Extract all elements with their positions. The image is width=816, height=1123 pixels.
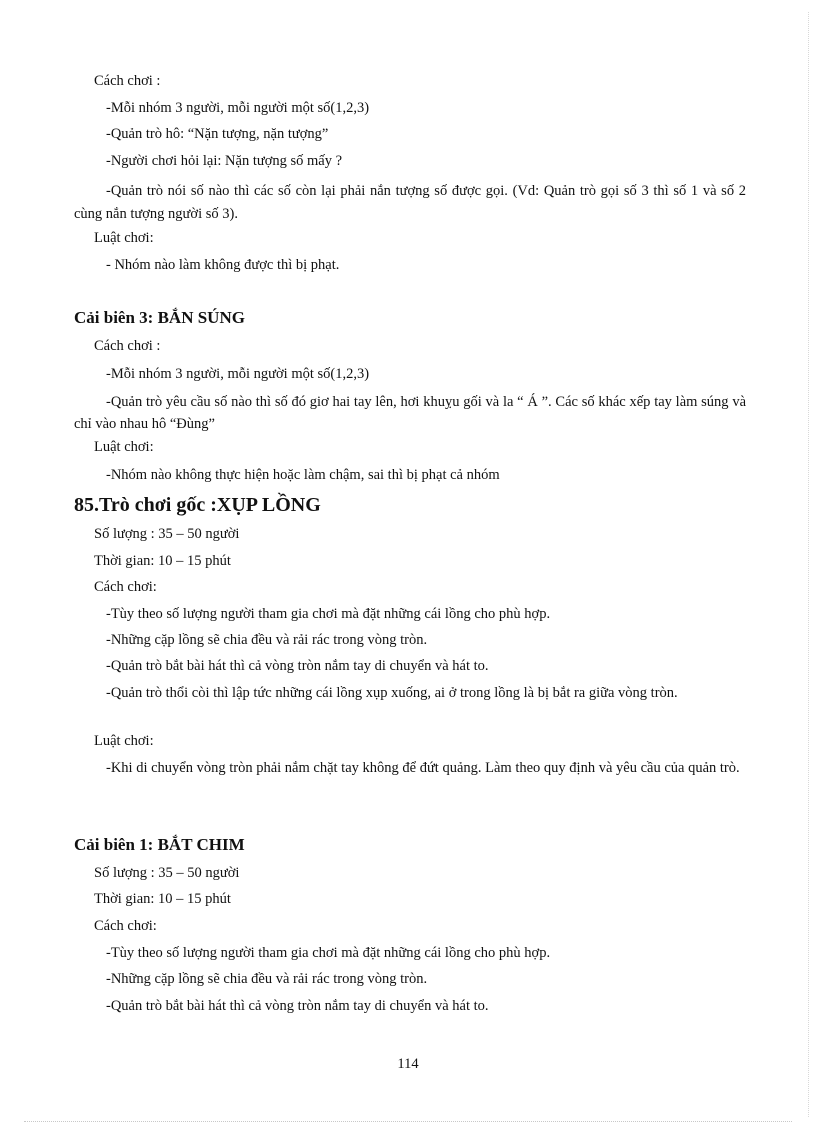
section-b-rule-1: -Mỗi nhóm 3 người, mỗi người một số(1,2,3) (106, 366, 370, 382)
section-b-rule-2: -Quản trò yêu cầu số nào thì số đó giơ hai tay lên, hơi khuỵu gối và la “ Á ”. Các số khác xếp tay làm súng và chỉ vào nhau hô “Đùng” (74, 394, 746, 432)
section-c-so-luong: Số lượng : 35 – 50 người (94, 526, 240, 542)
section-c-penalty: -Khi di chuyển vòng tròn phải nắm chặt tay không để đứt quảng. Làm theo quy định và yêu cầu của quản trò. (106, 760, 740, 776)
section-b-cach-choi-label: Cách chơi : (94, 338, 161, 354)
section-a-cach-choi-label: Cách chơi : (94, 73, 161, 89)
section-d-thoi-gian: Thời gian: 10 – 15 phút (94, 891, 231, 907)
section-c-rule-1: -Tùy theo số lượng người tham gia chơi mà đặt những cái lồng cho phù hợp. (106, 606, 551, 622)
section-a-rule-2: -Quản trò hô: “Nặn tượng, nặn tượng” (106, 126, 329, 142)
section-c-luat-choi-label: Luật chơi: (94, 733, 154, 749)
section-a-rule-3: -Người chơi hỏi lại: Nặn tượng số mấy ? (106, 153, 343, 169)
section-c-heading: 85.Trò chơi gốc :XỤP LỒNG (74, 494, 321, 516)
section-a-rule-1: -Mỗi nhóm 3 người, mỗi người một số(1,2,3) (106, 100, 370, 116)
section-d-heading: Cải biên 1: BẮT CHIM (74, 835, 245, 854)
section-c-cach-choi-label: Cách chơi: (94, 579, 157, 595)
page-number: 114 (397, 1056, 419, 1072)
section-a-penalty: - Nhóm nào làm không được thì bị phạt. (106, 257, 340, 273)
section-c-rule-2: -Những cặp lồng sẽ chia đều và rải rác trong vòng tròn. (106, 632, 428, 648)
page-right-border (808, 12, 809, 1117)
section-d-cach-choi-label: Cách chơi: (94, 918, 157, 934)
section-d-so-luong: Số lượng : 35 – 50 người (94, 865, 240, 881)
section-d-rule-1: -Tùy theo số lượng người tham gia chơi mà đặt những cái lồng cho phù hợp. (106, 945, 551, 961)
section-c-thoi-gian: Thời gian: 10 – 15 phút (94, 553, 231, 569)
section-b-heading: Cải biên 3: BẮN SÚNG (74, 308, 245, 327)
section-c-rule-3: -Quản trò bắt bài hát thì cả vòng tròn nắm tay di chuyển và hát to. (106, 658, 489, 674)
section-d-rule-2: -Những cặp lồng sẽ chia đều và rải rác trong vòng tròn. (106, 971, 428, 987)
section-a-rule-4: -Quản trò nói số nào thì các số còn lại phải nắn tượng số được gọi. (Vd: Quản trò gọi số 3 thì số 1 và số 2 cùng nắn tượng người số 3). (74, 183, 746, 222)
section-b-penalty: -Nhóm nào không thực hiện hoặc làm chậm, sai thì bị phạt cả nhóm (106, 467, 500, 483)
section-d-rule-3: -Quản trò bắt bài hát thì cả vòng tròn nắm tay di chuyển và hát to. (106, 998, 489, 1014)
section-b-luat-choi-label: Luật chơi: (94, 439, 154, 455)
page-bottom-border (24, 1121, 792, 1122)
section-c-rule-4: -Quản trò thổi còi thì lập tức những cái lồng xụp xuống, ai ở trong lồng là bị bắt ra giữa vòng tròn. (106, 685, 678, 701)
section-a-luat-choi-label: Luật chơi: (94, 230, 154, 246)
